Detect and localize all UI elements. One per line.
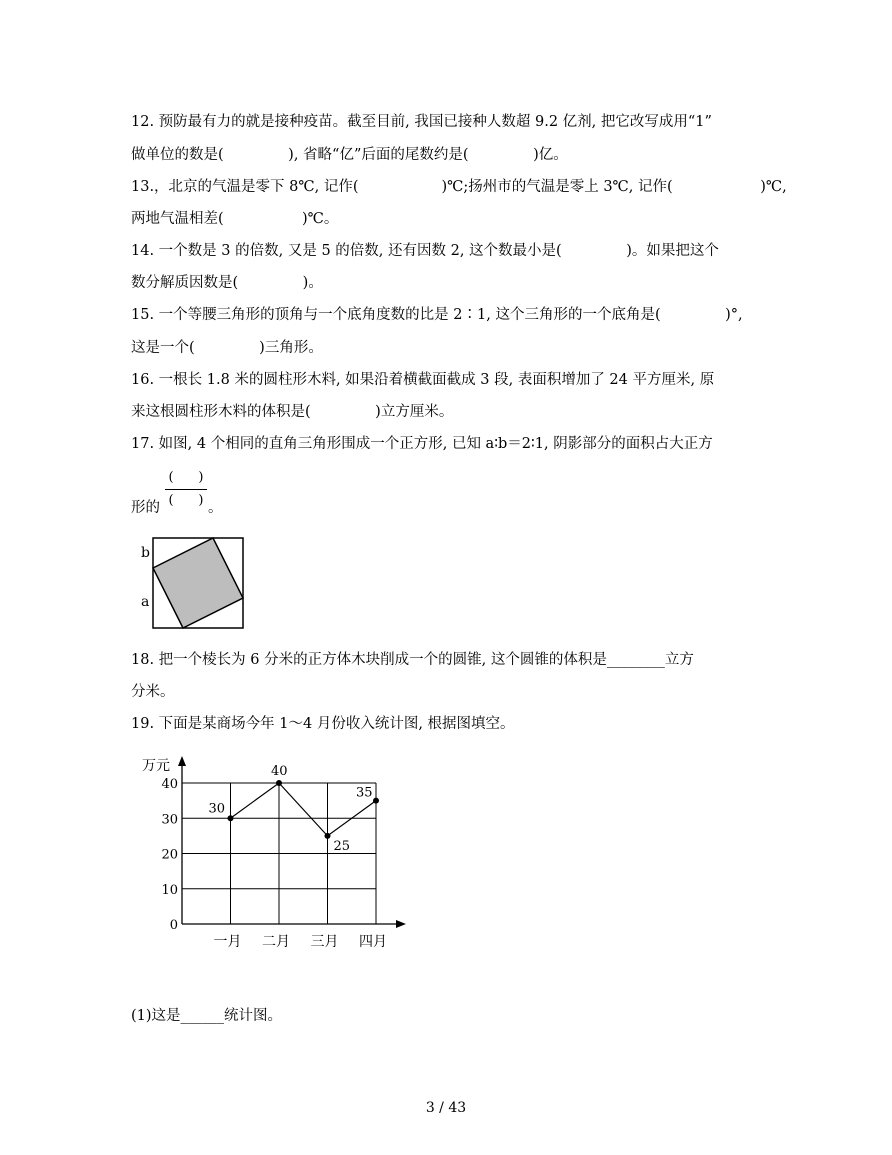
q18-line1: 18. 把一个棱长为 6 分米的正方体木块削成一个的圆锥, 这个圆锥的体积是________立方 <box>131 652 694 668</box>
q17-line1: 17. 如图, 4 个相同的直角三角形围成一个正方形, 已知 a∶b＝2∶1, 阴影部分的面积占大正方 <box>131 436 713 452</box>
q17-suffix: 。 <box>208 500 223 516</box>
q19-line1: 19. 下面是某商场今年 1～4 月份收入统计图, 根据图填空。 <box>131 716 515 732</box>
data-point <box>325 833 331 839</box>
fraction-denominator: ( ) <box>168 493 204 508</box>
q13-line1: 13.，北京的气温是零下 8℃, 记作( )℃;扬州市的气温是零上 3℃, 记作( )℃, <box>131 179 787 195</box>
q19-sub1: (1)这是______统计图。 <box>131 1008 283 1024</box>
y-tick-label: 10 <box>161 882 178 898</box>
y-tick-label: 30 <box>161 812 178 828</box>
q12-line2: 做单位的数是( ), 省略“亿”后面的尾数约是( )亿。 <box>131 147 568 163</box>
q17-square-figure <box>132 532 252 636</box>
y-axis-arrow <box>178 756 186 766</box>
data-label: 40 <box>271 764 288 779</box>
q14-line1: 14. 一个数是 3 的倍数, 又是 5 的倍数, 还有因数 2, 这个数最小是( )。如果把这个 <box>131 243 719 259</box>
y-tick-label: 40 <box>161 777 178 792</box>
q16-line2: 来这根圆柱形木料的体积是( )立方厘米。 <box>131 404 454 420</box>
y-tick-label: 20 <box>161 847 178 863</box>
page-number: 3 / 43 <box>425 1100 467 1116</box>
x-tick-label: 三月 <box>310 934 339 950</box>
label-a: a <box>141 594 150 610</box>
data-label: 30 <box>208 801 226 817</box>
fraction-bar <box>165 489 207 490</box>
q14-line2: 数分解质因数是( )。 <box>131 275 323 291</box>
chart-series <box>209 764 380 854</box>
data-label: 35 <box>356 785 373 801</box>
y-axis-label: 万元 <box>142 758 170 774</box>
income-line-chart <box>130 748 420 960</box>
q13-line2: 两地气温相差( )℃。 <box>131 211 339 227</box>
q18-line2: 分米。 <box>131 684 175 700</box>
q15-line1: 15. 一个等腰三角形的顶角与一个底角度数的比是 2∶1, 这个三角形的一个底角是( )°, <box>131 307 743 323</box>
q15-line2: 这是一个( )三角形。 <box>131 340 323 356</box>
x-tick-label: 四月 <box>359 934 387 950</box>
series-line <box>231 783 377 836</box>
chart-axes <box>178 756 406 928</box>
shaded-inner-square <box>153 538 243 628</box>
data-point <box>228 815 234 821</box>
fraction-numerator: ( ) <box>168 470 204 485</box>
data-point <box>373 798 379 804</box>
q17-prefix: 形的 <box>131 500 160 516</box>
label-b: b <box>141 545 150 561</box>
x-axis-arrow <box>396 920 406 928</box>
y-tick-label: 0 <box>169 918 178 933</box>
x-tick-label: 一月 <box>213 934 242 950</box>
data-label: 25 <box>333 838 351 854</box>
x-tick-label: 二月 <box>262 934 290 950</box>
q12-line1: 12. 预防最有力的就是接种疫苗。截至目前, 我国已接种人数超 9.2 亿剂, 把它改写成用“1” <box>131 114 712 130</box>
data-point <box>276 780 282 786</box>
q17-fraction <box>165 470 207 509</box>
q16-line1: 16. 一根长 1.8 米的圆柱形木料, 如果沿着横截面截成 3 段, 表面积增加了 24 平方厘米, 原 <box>131 372 715 388</box>
